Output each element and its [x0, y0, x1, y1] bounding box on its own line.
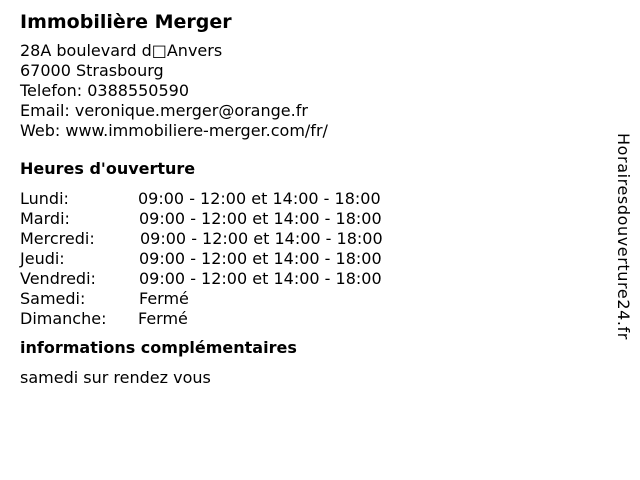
day-label: Mercredi: [20, 229, 95, 248]
address-line: 28A boulevard d□Anvers [20, 41, 223, 60]
hours-row-wednesday [20, 229, 600, 249]
hours-row-tuesday [20, 209, 600, 229]
hours-value: 09:00 - 12:00 et 14:00 - 18:00 [139, 269, 382, 288]
day-label: Dimanche: [20, 309, 107, 328]
email-line: Email: veronique.merger@orange.fr [20, 101, 308, 120]
additional-info-text: samedi sur rendez vous [20, 368, 211, 387]
day-label: Vendredi: [20, 269, 96, 288]
hours-value: Fermé [139, 289, 189, 308]
hours-row-thursday [20, 249, 600, 269]
day-label: Jeudi: [20, 249, 65, 268]
hours-row-saturday [20, 289, 600, 309]
hours-value: 09:00 - 12:00 et 14:00 - 18:00 [139, 249, 382, 268]
hours-value: 09:00 - 12:00 et 14:00 - 18:00 [140, 229, 383, 248]
business-card [20, 10, 600, 388]
hours-row-friday [20, 269, 600, 289]
hours-value: Fermé [138, 309, 188, 328]
day-label: Lundi: [20, 189, 69, 208]
hours-row-monday [20, 189, 600, 209]
city-line: 67000 Strasbourg [20, 61, 164, 80]
day-label: Mardi: [20, 209, 70, 228]
contact-block [20, 41, 600, 141]
opening-hours-table [20, 189, 600, 329]
additional-info-heading: informations complémentaires [20, 338, 297, 357]
hours-value: 09:00 - 12:00 et 14:00 - 18:00 [138, 189, 381, 208]
watermark-text: Horairesdouverture24.fr [614, 133, 633, 340]
hours-row-sunday [20, 309, 600, 329]
web-line: Web: www.immobiliere-merger.com/fr/ [20, 121, 328, 140]
phone-line: Telefon: 0388550590 [20, 81, 190, 100]
day-label: Samedi: [20, 289, 86, 308]
hours-value: 09:00 - 12:00 et 14:00 - 18:00 [139, 209, 382, 228]
business-name: Immobilière Merger [20, 11, 232, 33]
opening-hours-heading: Heures d'ouverture [20, 159, 196, 178]
